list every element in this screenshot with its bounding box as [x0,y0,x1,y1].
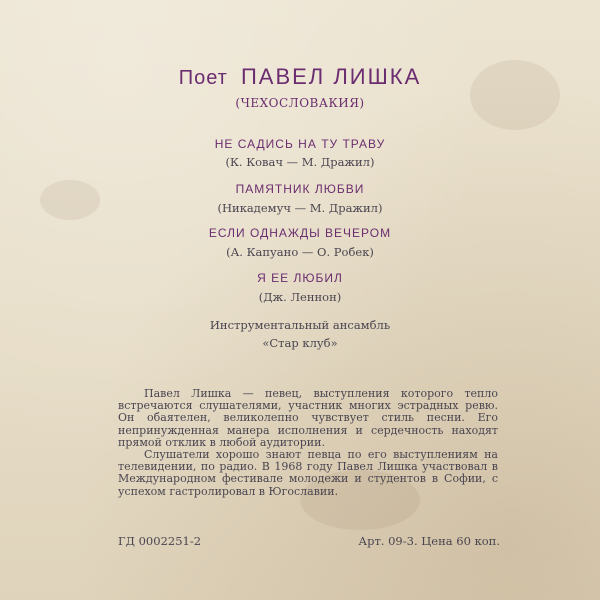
track-title-2: ПАМЯТНИК ЛЮБВИ [235,182,365,196]
track-credits-2: (Никадемуч — М. Дражил) [217,201,383,215]
artist-biography [118,388,498,498]
artist-name: ПАВЕЛ ЛИШКА [240,64,422,89]
track-title-1: НЕ САДИСЬ НА ТУ ТРАВУ [214,137,386,151]
track-credits-1: (К. Ковач — М. Дражил) [225,155,375,169]
ensemble-line-1: Инструментальный ансамбль [209,318,391,332]
track-credits-3: (А. Капуано — О. Робек) [226,245,374,259]
catalog-number: ГД 0002251-2 [118,534,202,548]
track-credits-4: (Дж. Леннон) [258,290,342,304]
track-title-4: Я ЕЕ ЛЮБИЛ [257,271,343,285]
biography-paragraph-1: Павел Лишка — певец, выступления которого тепло встречаются слушателями, участник многих эстрадных ревю. Он обаятелен, великолепно чувствует стиль песни. Его непринужденная манера исполнения и сердечность находят прямой отклик в любой аудитории. [118,387,498,449]
price-label: Арт. 09-3. Цена 60 коп. [358,534,500,548]
artist-country: (ЧЕХОСЛОВАКИЯ) [235,96,365,110]
poet-label: Поет [178,67,228,89]
page-title [0,64,600,90]
biography-paragraph-2: Слушатели хорошо знают певца по его выступлениям на телевидении, по радио. В 1968 году Павел Лишка участвовал в Международном фестивале молодежи и студентов в Софии, с успехом гастролировал в Югославии. [118,448,498,498]
track-title-3: ЕСЛИ ОДНАЖДЫ ВЕЧЕРОМ [208,226,392,240]
ensemble-line-2: «Стар клуб» [262,336,338,350]
